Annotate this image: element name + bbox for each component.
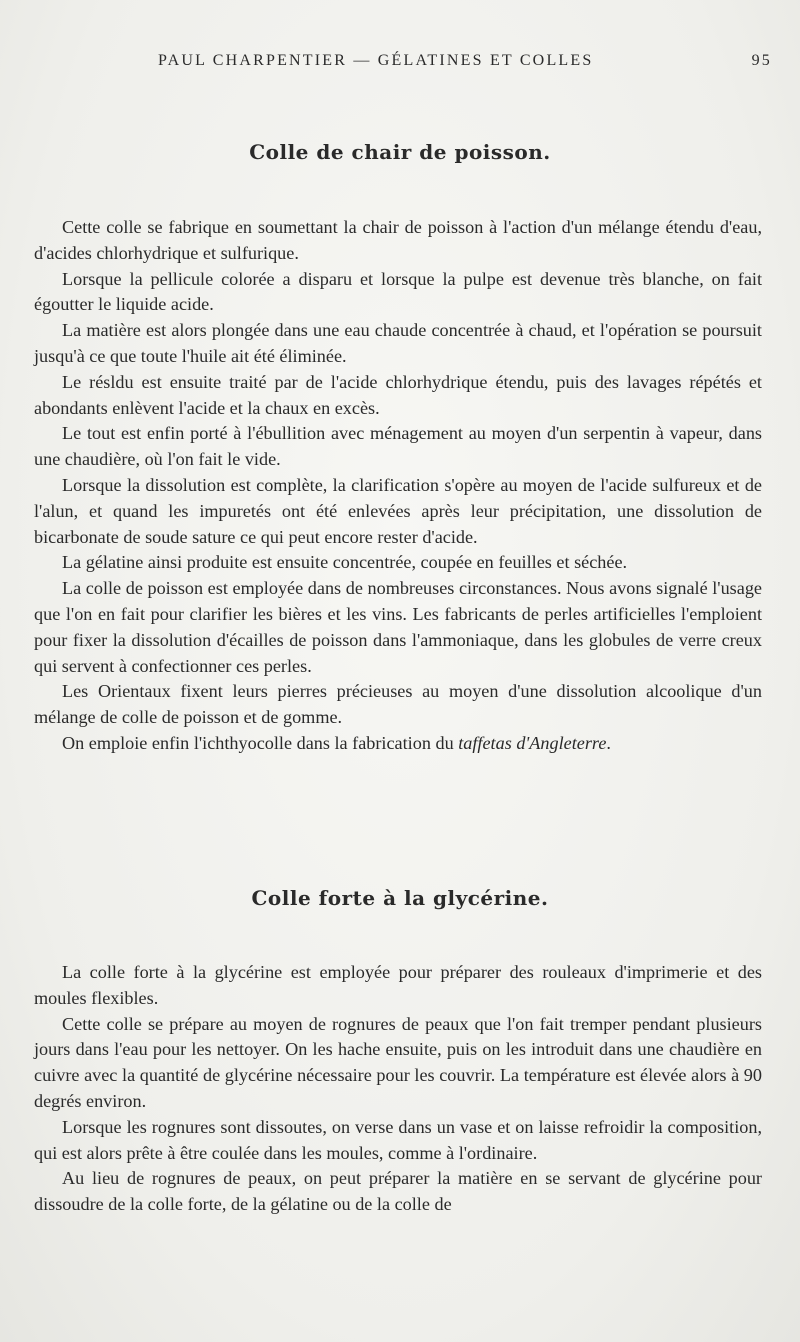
- running-head: [158, 52, 772, 70]
- paragraph: La matière est alors plongée dans une eau chaude concentrée à chaud, et l'opération se poursuit jusqu'à ce que toute l'huile ait été éliminée.: [34, 320, 762, 366]
- paragraph: Lorsque les rognures sont dissoutes, on verse dans un vase et on laisse refroidir la composition, qui est alors prête à être coulée dans les moules, comme à l'ordinaire.: [34, 1116, 762, 1163]
- paragraph: Au lieu de rognures de peaux, on peut préparer la matière en se servant de glycérine pour dissoudre de la colle forte, de la gélatine ou de la colle de: [34, 1168, 762, 1215]
- section-title-glycerine-glue: Colle forte à la glycérine.: [251, 886, 549, 910]
- paragraph: Le résldu est ensuite traité par de l'acide chlorhydrique étendu, puis des lavages répétés et abondants enlèvent l'acide et la chaux en excès.: [34, 371, 762, 418]
- paragraph-text: .: [606, 732, 611, 753]
- paragraph: Le tout est enfin porté à l'ébullition avec ménagement au moyen d'un serpentin à vapeur, dans une chaudière, où l'on fait le vide.: [34, 423, 762, 470]
- paragraph: Cette colle se prépare au moyen de rognures de peaux que l'on fait tremper pendant plusieurs jours dans l'eau pour les nettoyer. On les hache ensuite, puis on les introduit dans une chaudière en cuivre avec la quantité de glycérine nécessaire pour les couvrir. La température est élevée alors à 90 degrés environ.: [34, 1013, 762, 1111]
- page-number: 95: [751, 52, 772, 69]
- running-head-title: PAUL CHARPENTIER — GÉLATINES ET COLLES: [158, 52, 594, 69]
- paragraph: Lorsque la dissolution est complète, la clarification s'opère au moyen de l'acide sulfureux et de l'alun, et quand les impuretés ont été enlevées après leur précipitation, une dissolution de bicarbonate de soude sature ce qui peut encore rester d'acide.: [34, 474, 762, 547]
- section-title-fish-glue: Colle de chair de poisson.: [249, 140, 551, 164]
- section-body-glycerine-glue: [34, 960, 762, 1218]
- italic-term: taffetas d'Angleterre: [458, 732, 607, 753]
- paragraph: Les Orientaux fixent leurs pierres précieuses au moyen d'une dissolution alcoolique d'un mélange de colle de poisson et de gomme.: [34, 681, 762, 728]
- paragraph: La colle de poisson est employée dans de nombreuses circonstances. Nous avons signalé l'usage que l'on en fait pour clarifier les bières et les vins. Les fabricants de perles artificielles l'emploient pour fixer la dissolution d'écailles de poisson dans l'ammoniaque, dans les globules de verre creux qui servent à confectionner ces perles.: [34, 578, 762, 676]
- paragraph-text: On emploie enfin l'ichthyocolle dans la fabrication du: [62, 732, 459, 753]
- paragraph: La gélatine ainsi produite est ensuite concentrée, coupée en feuilles et séchée.: [62, 552, 628, 573]
- paragraph: Cette colle se fabrique en soumettant la chair de poisson à l'action d'un mélange étendu d'eau, d'acides chlorhydrique et sulfurique.: [34, 217, 762, 263]
- paragraph: Lorsque la pellicule colorée a disparu et lorsque la pulpe est devenue très blanche, on fait égoutter le liquide acide.: [34, 268, 762, 315]
- paragraph: [34, 731, 762, 757]
- paragraph: La colle forte à la glycérine est employée pour préparer des rouleaux d'imprimerie et des moules flexibles.: [34, 962, 762, 1008]
- section-body-fish-glue: [34, 215, 762, 757]
